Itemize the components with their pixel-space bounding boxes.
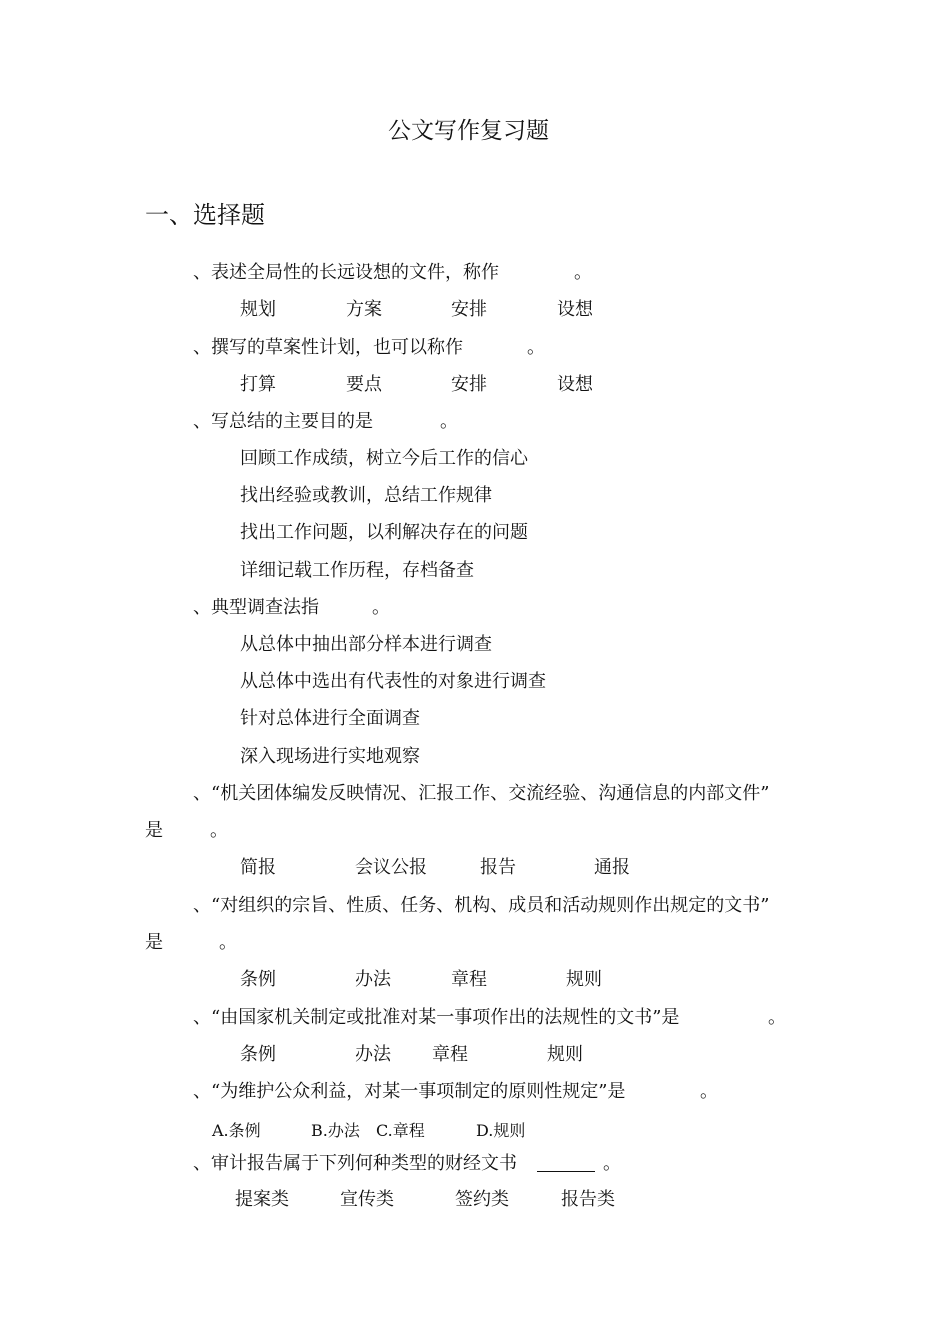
question-9-end: 。 bbox=[603, 1153, 621, 1174]
question-3-stem: 、写总结的主要目的是 bbox=[193, 411, 373, 432]
question-8-option-d: D.规则 bbox=[476, 1121, 526, 1140]
question-1-end: 。 bbox=[574, 262, 592, 283]
question-8-option-c: C.章程 bbox=[376, 1121, 425, 1140]
question-7-option-d: 规则 bbox=[547, 1044, 583, 1065]
question-5-option-d: 通报 bbox=[594, 857, 630, 878]
question-1-stem: 、表述全局性的长远设想的文件，称作 bbox=[193, 262, 499, 283]
question-3-option-c: 找出工作问题，以利解决存在的问题 bbox=[240, 522, 528, 543]
question-1-option-b: 方案 bbox=[346, 299, 382, 320]
question-1-option-a: 规划 bbox=[240, 299, 276, 320]
question-9-option-b: 宣传类 bbox=[340, 1189, 394, 1210]
question-9-option-a: 提案类 bbox=[235, 1189, 289, 1210]
section-heading: 一、选择题 bbox=[145, 201, 265, 229]
question-4-option-c: 针对总体进行全面调查 bbox=[240, 708, 420, 729]
question-5-option-a: 简报 bbox=[240, 857, 276, 878]
question-7-stem: 、“由国家机关制定或批准对某一事项作出的法规性的文书”是 bbox=[193, 1007, 680, 1028]
question-3-option-a: 回顾工作成绩，树立今后工作的信心 bbox=[240, 448, 528, 469]
question-5-end: 。 bbox=[210, 820, 228, 841]
question-5-option-c: 报告 bbox=[480, 857, 516, 878]
question-2-end: 。 bbox=[527, 337, 545, 358]
question-4-option-d: 深入现场进行实地观察 bbox=[240, 746, 420, 767]
question-8-option-b: B.办法 bbox=[311, 1121, 360, 1140]
question-3-option-b: 找出经验或教训，总结工作规律 bbox=[240, 485, 492, 506]
question-2-option-b: 要点 bbox=[346, 374, 382, 395]
question-6-option-c: 章程 bbox=[451, 969, 487, 990]
question-7-option-b: 办法 bbox=[355, 1044, 391, 1065]
question-2-option-a: 打算 bbox=[240, 374, 276, 395]
question-4-end: 。 bbox=[372, 597, 390, 618]
question-7-option-a: 条例 bbox=[240, 1044, 276, 1065]
question-3-option-d: 详细记载工作历程，存档备查 bbox=[240, 560, 474, 581]
question-1-option-c: 安排 bbox=[451, 299, 487, 320]
question-5-continuation: 是 bbox=[145, 820, 163, 841]
question-9-answer-blank bbox=[537, 1155, 595, 1172]
question-9-stem: 、审计报告属于下列何种类型的财经文书 bbox=[193, 1153, 517, 1174]
question-9-option-d: 报告类 bbox=[561, 1189, 615, 1210]
question-6-option-a: 条例 bbox=[240, 969, 276, 990]
question-2-option-d: 设想 bbox=[557, 374, 593, 395]
document-title: 公文写作复习题 bbox=[388, 118, 549, 144]
question-4-stem: 、典型调查法指 bbox=[193, 597, 319, 618]
question-3-end: 。 bbox=[440, 411, 458, 432]
question-6-end: 。 bbox=[219, 932, 237, 953]
question-6-continuation: 是 bbox=[145, 932, 163, 953]
question-7-option-c: 章程 bbox=[432, 1044, 468, 1065]
question-2-stem: 、撰写的草案性计划，也可以称作 bbox=[193, 337, 463, 358]
question-4-option-a: 从总体中抽出部分样本进行调查 bbox=[240, 634, 492, 655]
question-6-stem: 、“对组织的宗旨、性质、任务、机构、成员和活动规则作出规定的文书” bbox=[193, 895, 770, 916]
question-7-end: 。 bbox=[768, 1007, 786, 1028]
question-6-option-d: 规则 bbox=[566, 969, 602, 990]
question-5-option-b: 会议公报 bbox=[355, 857, 427, 878]
question-1-option-d: 设想 bbox=[557, 299, 593, 320]
question-4-option-b: 从总体中选出有代表性的对象进行调查 bbox=[240, 671, 546, 692]
question-9-option-c: 签约类 bbox=[455, 1189, 509, 1210]
question-8-stem: 、“为维护公众利益，对某一事项制定的原则性规定”是 bbox=[193, 1081, 626, 1102]
question-6-option-b: 办法 bbox=[355, 969, 391, 990]
question-2-option-c: 安排 bbox=[451, 374, 487, 395]
question-8-option-a: A.条例 bbox=[212, 1121, 261, 1140]
question-8-end: 。 bbox=[700, 1081, 718, 1102]
question-5-stem: 、“机关团体编发反映情况、汇报工作、交流经验、沟通信息的内部文件” bbox=[193, 783, 770, 804]
